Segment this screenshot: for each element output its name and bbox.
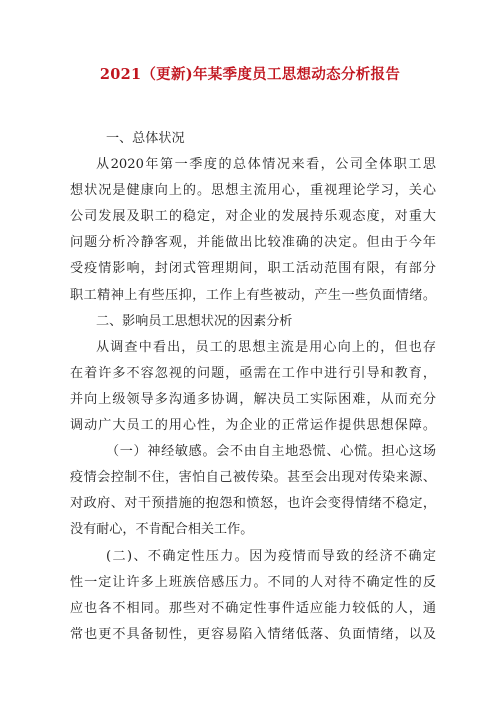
paragraph-line: 受疫情影响，封闭式管理期间，职工活动范围有限，有部分 [70, 261, 436, 277]
paragraph-line: 职工精神上有些压抑，工作上有些被动，产生一些负面情绪。 [70, 287, 436, 303]
paragraph-line: 并向上级领导多沟通多协调，解决员工实际困难，从而充分 [70, 391, 436, 407]
paragraph-line: （一）神经敏感。会不由自主地恐慌、心慌。担心这场 [106, 444, 436, 460]
paragraph-line: 调动广大员工的用心性，为企业的正常运作提供思想保障。 [70, 418, 436, 434]
paragraph-line: 性一定让许多上班族倍感压力。不同的人对待不确定性的反 [70, 574, 436, 590]
paragraph-line: 对政府、对干预措施的抱怨和愤怒，也许会变得情绪不稳定， [70, 496, 436, 512]
paragraph-line: 常也更不具备韧性，更容易陷入情绪低落、负面情绪，以及 [70, 626, 436, 642]
document-body [70, 126, 436, 648]
paragraph-line: 应也各不相同。那些对不确定性事件适应能力较低的人，通 [70, 600, 436, 616]
section-heading: 一、总体状况 [106, 131, 185, 146]
section-heading: 二、影响员工思想状况的因素分析 [96, 313, 293, 329]
paragraph-line: 想状况是健康向上的。思想主流用心，重视理论学习，关心 [70, 183, 436, 199]
paragraph-line: 没有耐心，不肯配合相关工作。 [70, 522, 254, 538]
paragraph-line: (二)、不确定性压力。因为疫情而导致的经济不确定 [106, 548, 436, 564]
paragraph-line: 疫情会控制不住，害怕自己被传染。甚至会出现对传染来源、 [70, 470, 436, 486]
paragraph-line: 在着许多不容忽视的问题，亟需在工作中进行引导和教育， [70, 365, 436, 381]
paragraph-line: 从2020年第一季度的总体情况来看，公司全体职工思 [96, 157, 436, 173]
document-title: 2021（更新)年某季度员工思想动态分析报告 [99, 66, 401, 83]
paragraph-line: 公司发展及职工的稳定，对企业的发展持乐观态度，对重大 [70, 209, 436, 225]
paragraph-line: 从调查中看出，员工的思想主流是用心向上的，但也存 [96, 339, 436, 355]
paragraph-line: 问题分析冷静客观，并能做出比较准确的决定。但由于今年 [70, 235, 436, 251]
